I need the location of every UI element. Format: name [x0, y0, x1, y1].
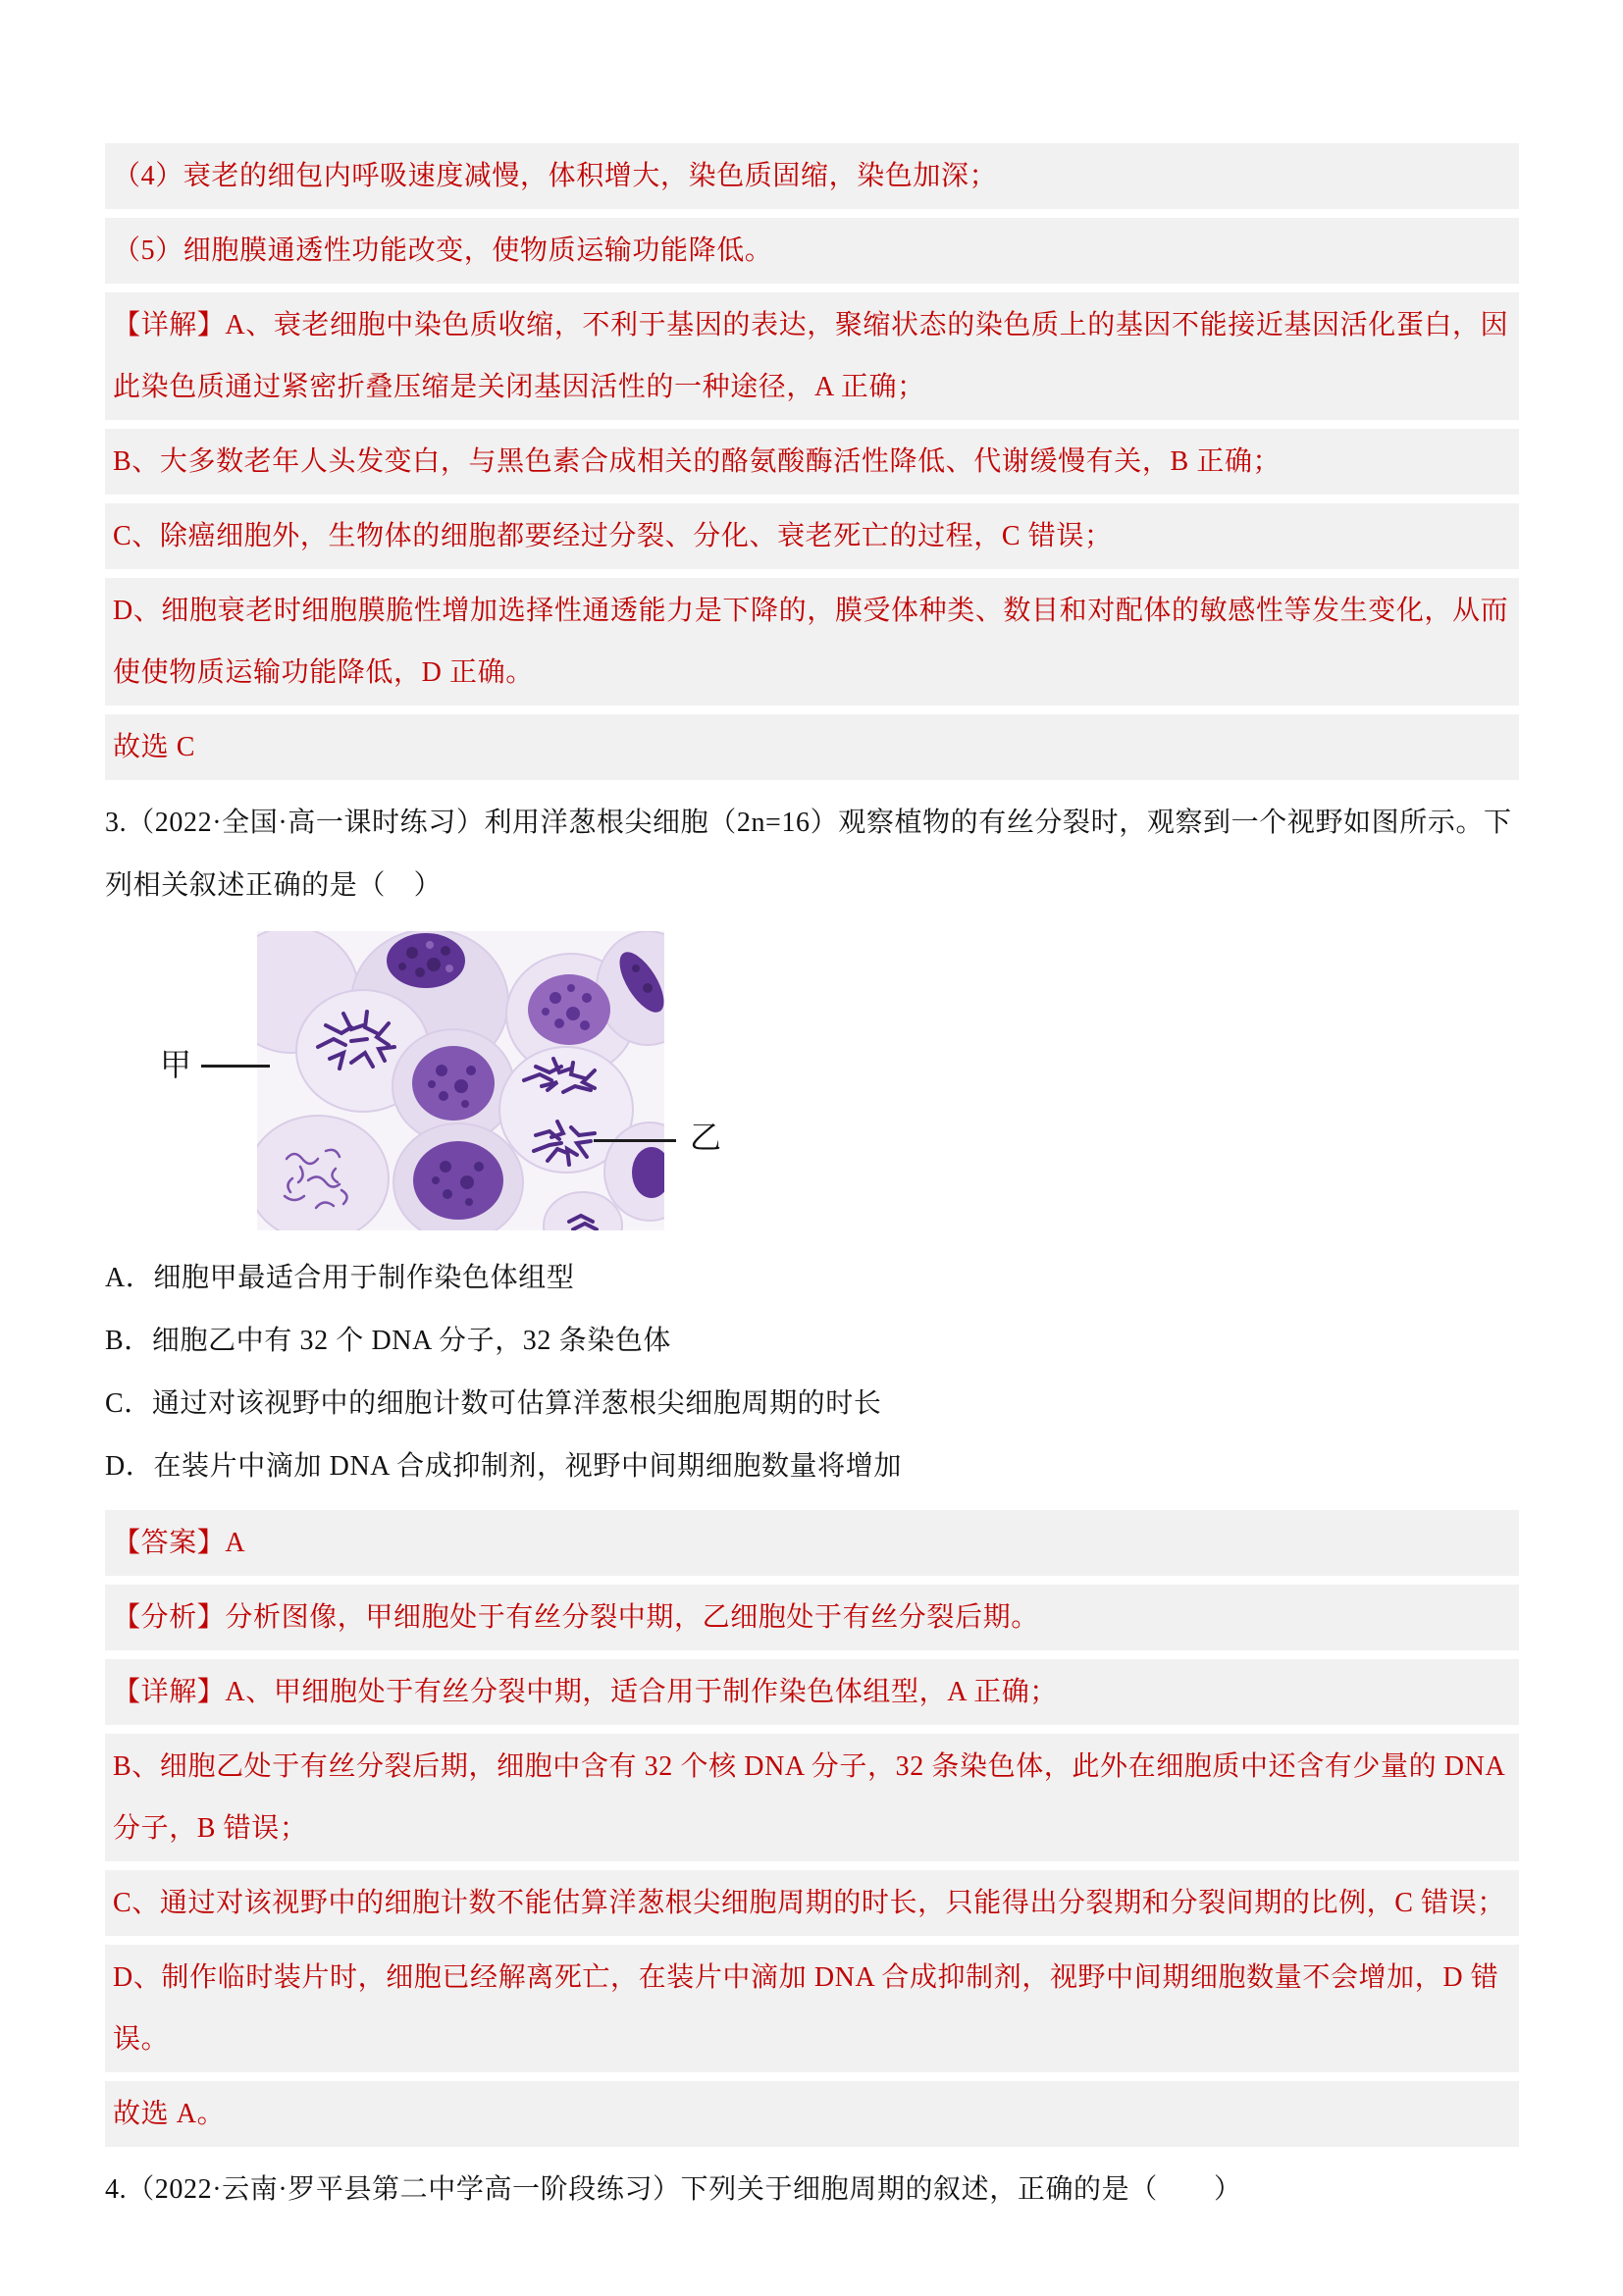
question-3-option-b: B．细胞乙中有 32 个 DNA 分子，32 条染色体 — [105, 1326, 671, 1356]
mitosis-figure — [105, 931, 1519, 1237]
jia-pointer-line — [201, 1065, 270, 1068]
q2-detail-d: D、细胞衰老时细胞膜脆性增加选择性通透能力是下降的，膜受体种类、数目和对配体的敏感性等发生变化，从而使使物质运输功能降低，D 正确。 — [105, 578, 1519, 705]
figure-label-yi: 乙 — [690, 1120, 722, 1155]
question-3-option-c: C．通过对该视野中的细胞计数可估算洋葱根尖细胞周期的时长 — [105, 1388, 882, 1419]
q2-point-5: （5）细胞膜通透性功能改变，使物质运输功能降低。 — [105, 218, 1519, 284]
q2-conclusion: 故选 C — [105, 714, 1519, 780]
q2-detail-c: C、除癌细胞外，生物体的细胞都要经过分裂、分化、衰老死亡的过程，C 错误； — [105, 503, 1519, 569]
q3-detail-d: D、制作临时装片时，细胞已经解离死亡，在装片中滴加 DNA 合成抑制剂，视野中间期细胞数量不会增加，D 错误。 — [105, 1945, 1519, 2072]
question-4-stem: 4.（2022·云南·罗平县第二中学高一阶段练习）下列关于细胞周期的叙述，正确的是（ ） — [105, 2174, 1242, 2205]
question-3 — [105, 792, 1519, 1498]
q2-detail-b: B、大多数老年人头发变白，与黑色素合成相关的酪氨酸酶活性降低、代谢缓慢有关，B 正确； — [105, 429, 1519, 495]
question-3-option-a: A．细胞甲最适合用于制作染色体组型 — [105, 1263, 575, 1293]
q3-answer-section — [105, 1510, 1519, 2147]
q3-detail-c: C、通过对该视野中的细胞计数不能估算洋葱根尖细胞周期的时长，只能得出分裂期和分裂间期的比例，C 错误； — [105, 1870, 1519, 1936]
q2-answer-section — [105, 143, 1519, 780]
question-3-stem: 3.（2022·全国·高一课时练习）利用洋葱根尖细胞（2n=16）观察植物的有丝分裂时，观察到一个视野如图所示。下列相关叙述正确的是（ ） — [105, 808, 1512, 901]
question-3-option-d: D．在装片中滴加 DNA 合成抑制剂，视野中间期细胞数量将增加 — [105, 1451, 902, 1482]
q3-answer: 【答案】A — [105, 1510, 1519, 1576]
q3-detail-b: B、细胞乙处于有丝分裂后期，细胞中含有 32 个核 DNA 分子，32 条染色体，此外在细胞质中还含有少量的 DNA 分子，B 错误； — [105, 1734, 1519, 1861]
mitosis-micrograph-image — [257, 931, 664, 1230]
question-4 — [105, 2159, 1519, 2221]
q2-point-4: （4）衰老的细包内呼吸速度减慢，体积增大，染色质固缩，染色加深； — [105, 143, 1519, 209]
figure-label-jia: 甲 — [160, 1047, 192, 1082]
yi-pointer-line — [594, 1139, 676, 1142]
q3-detail-a: 【详解】A、甲细胞处于有丝分裂中期，适合用于制作染色体组型，A 正确； — [105, 1659, 1519, 1725]
q3-analysis: 【分析】分析图像，甲细胞处于有丝分裂中期，乙细胞处于有丝分裂后期。 — [105, 1585, 1519, 1650]
q2-detail-a: 【详解】A、衰老细胞中染色质收缩，不利于基因的表达，聚缩状态的染色质上的基因不能接近基因活化蛋白，因此染色质通过紧密折叠压缩是关闭基因活性的一种途径，A 正确； — [105, 292, 1519, 420]
q3-conclusion: 故选 A。 — [105, 2081, 1519, 2147]
